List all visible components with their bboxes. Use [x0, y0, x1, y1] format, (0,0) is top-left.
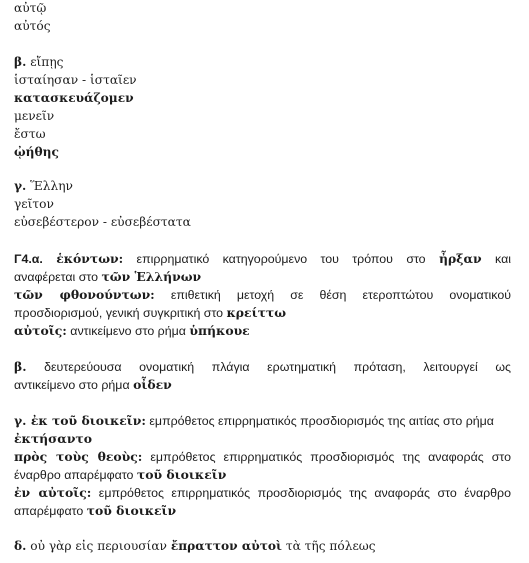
g4c-line-2: [14, 430, 92, 448]
g4a-line-5: [14, 322, 250, 340]
item-label: δ.: [14, 539, 27, 553]
explanation: αντικείμενο στο ρήμα: [14, 378, 134, 392]
answer-line: ἱσταίησαν - ἱσταῖεν: [14, 73, 137, 87]
term: τῶν φθονούντων:: [14, 287, 155, 302]
term: αὐτοῖς:: [14, 323, 67, 338]
answer-line: αὐτῷ: [14, 1, 47, 15]
explanation: εμπρόθετος επιρρηματικός προσδιορισμός της αιτίας στο ρήμα: [145, 414, 494, 428]
reference: οἶδεν: [133, 377, 172, 392]
g4b-line-1: [14, 358, 511, 376]
explanation: εμπρόθετος επιρρηματικός προσδιορισμός της αναφοράς στο έναρθρο: [91, 486, 511, 500]
quote-text: οὐ γὰρ εἰς περιουσίαν: [26, 539, 171, 553]
answer-line: αὐτός: [14, 19, 51, 33]
quote-bold: ἔπραττον αὐτοὶ: [170, 539, 282, 553]
answer-line: γεῖτον: [14, 197, 54, 211]
item-label: Γ4.α.: [14, 252, 43, 266]
explanation: και: [481, 252, 511, 266]
item-label: β.: [14, 359, 27, 374]
term: ἑκόντων:: [56, 251, 124, 266]
reference: τοῦ διοικεῖν: [136, 467, 227, 482]
answer-line: ᾠήθης: [14, 145, 59, 159]
explanation: προσδιορισμού, γενική συγκριτική στο: [14, 306, 227, 320]
g4a-line-4: [14, 304, 286, 322]
answer-line: [14, 54, 63, 71]
answer-line: ἔστω: [14, 127, 46, 141]
reference: ἦρξαν: [438, 251, 482, 266]
item-label: γ.: [14, 413, 27, 428]
g4c-line-1: [14, 412, 494, 430]
reference: τοῦ διοικεῖν: [86, 503, 177, 518]
answer-line: εὐσεβέστερον - εὐσεβέστατα: [14, 215, 191, 229]
explanation: έναρθρο απαρέμφατο: [14, 468, 137, 482]
answer-line: κατασκευάζομεν: [14, 91, 134, 105]
answer-text: Ἕλλην: [30, 179, 73, 193]
explanation: δευτερεύουσα ονοματική πλάγια ερωτηματική πρόταση, λειτουργεί ως: [26, 360, 511, 374]
item-label: β.: [14, 55, 27, 69]
explanation: αναφέρεται στο: [14, 270, 102, 284]
g4a-line-2: [14, 268, 201, 286]
explanation: επιθετική μετοχή σε θέση ετεροπτώτου ονοματικού: [154, 288, 511, 302]
explanation: απαρέμφατο: [14, 504, 87, 518]
reference: ἐκτήσαντο: [14, 431, 93, 446]
reference: ὑπήκουε: [189, 323, 250, 338]
explanation: εμπρόθετος επιρρηματικός προσδιορισμός της αναφοράς στο: [142, 450, 511, 464]
quote-text: τὰ τῆς πόλεως: [281, 539, 376, 553]
term: πρὸς τοὺς θεοὺς:: [14, 449, 143, 464]
g4d-line: [14, 538, 376, 555]
g4a-line-3: [14, 286, 511, 304]
answer-line: μενεῖν: [14, 109, 55, 123]
g4c-line-6: [14, 502, 176, 520]
g4c-line-4: [14, 466, 226, 484]
reference: τῶν Ἑλλήνων: [101, 269, 202, 284]
reference: κρείττω: [226, 305, 287, 320]
explanation: επιρρηματικό κατηγορούμενο του τρόπου στο: [123, 252, 439, 266]
term: ἐκ τοῦ διοικεῖν:: [26, 413, 146, 428]
explanation: αντικείμενο στο ρήμα: [66, 324, 190, 338]
g4a-line-1: [14, 250, 511, 268]
g4b-line-2: [14, 376, 172, 394]
answer-line: [14, 178, 73, 195]
term: ἐν αὐτοῖς:: [14, 485, 92, 500]
g4c-line-5: [14, 484, 511, 502]
item-label: γ.: [14, 179, 27, 193]
answer-text: εἴπῃς: [30, 55, 64, 69]
g4c-line-3: [14, 448, 511, 466]
